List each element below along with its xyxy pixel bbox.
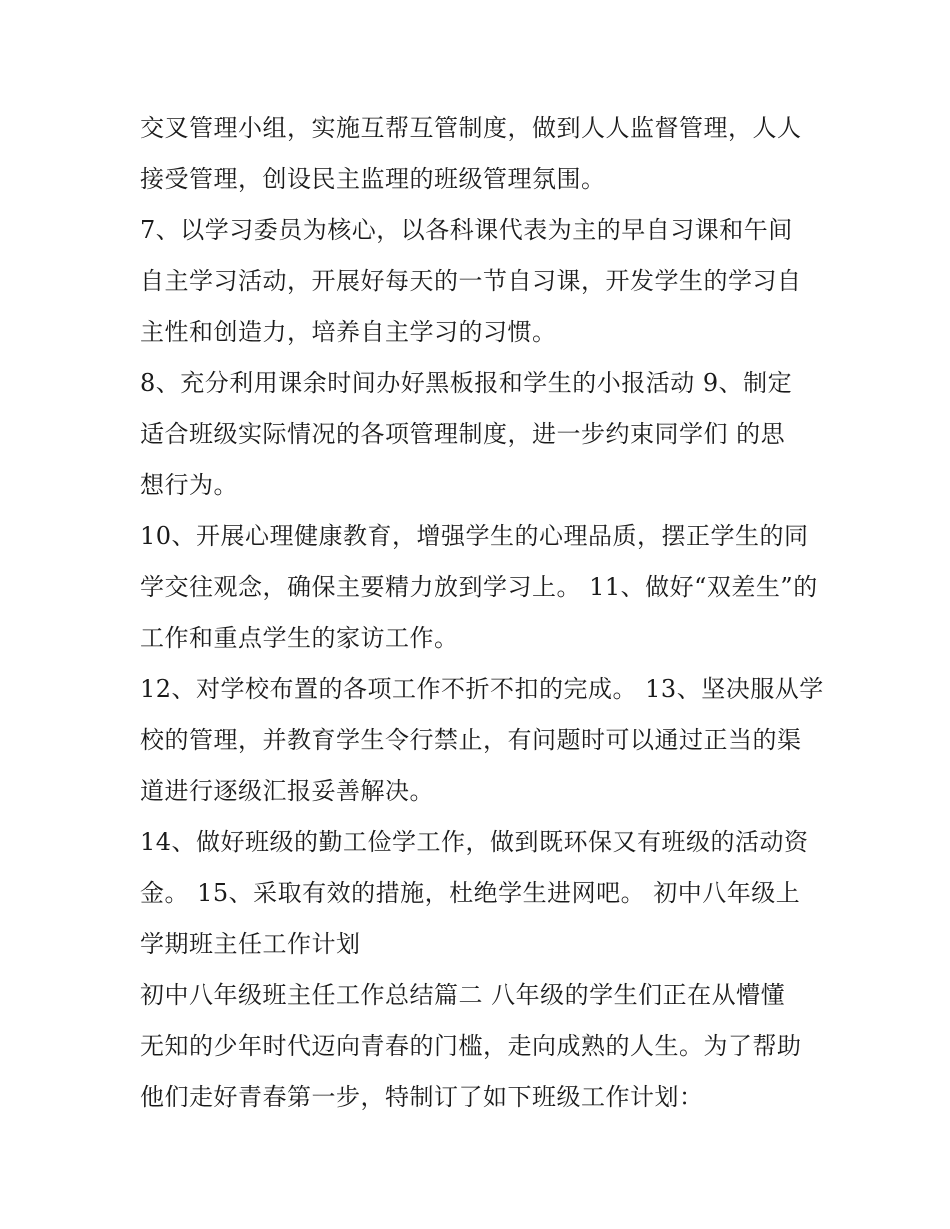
text-line-7: 适合班级实际情况的各项管理制度，进一步约束同学们 的思	[140, 420, 786, 448]
text-line-4: 自主学习活动，开展好每天的一节自习课，开发学生的学习自	[140, 267, 802, 295]
text-line-20: 他们走好青春第一步，特制订了如下班级工作计划：	[140, 1083, 704, 1111]
text-line-19: 无知的少年时代迈向青春的门槛，走向成熟的人生。为了帮助	[140, 1032, 802, 1060]
document-body	[140, 103, 824, 1123]
text-line-14: 道进行逐级汇报妥善解决。	[140, 777, 434, 805]
text-line-9: 10、开展心理健康教育，增强学生的心理品质，摆正学生的同	[140, 522, 809, 550]
text-line-11: 工作和重点学生的家访工作。	[140, 624, 459, 652]
text-line-17: 学期班主任工作计划	[140, 930, 361, 958]
text-line-13: 校的管理，并教育学生令行禁止，有问题时可以通过正当的渠	[140, 726, 802, 754]
text-line-5: 主性和创造力，培养自主学习的习惯。	[140, 318, 557, 346]
text-line-10: 学交往观念，确保主要精力放到学习上。 11、做好“双差生”的	[140, 573, 818, 601]
text-line-1: 交叉管理小组，实施互帮互管制度，做到人人监督管理，人人	[140, 114, 802, 142]
text-line-3: 7、以学习委员为核心，以各科课代表为主的早自习课和午间	[140, 216, 793, 244]
text-line-18: 初中八年级班主任工作总结篇二 八年级的学生们正在从懵懂	[140, 981, 786, 1009]
text-line-8: 想行为。	[140, 471, 238, 499]
text-line-16: 金。 15、采取有效的措施，杜绝学生进网吧。 初中八年级上	[140, 879, 801, 907]
text-line-2: 接受管理，创设民主监理的班级管理氛围。	[140, 165, 606, 193]
text-line-6: 8、充分利用课余时间办好黑板报和学生的小报活动 9、制定	[140, 369, 793, 397]
text-line-12: 12、对学校布置的各项工作不折不扣的完成。 13、坚决服从学	[140, 675, 824, 703]
text-line-15: 14、做好班级的勤工俭学工作，做到既环保又有班级的活动资	[140, 828, 809, 856]
